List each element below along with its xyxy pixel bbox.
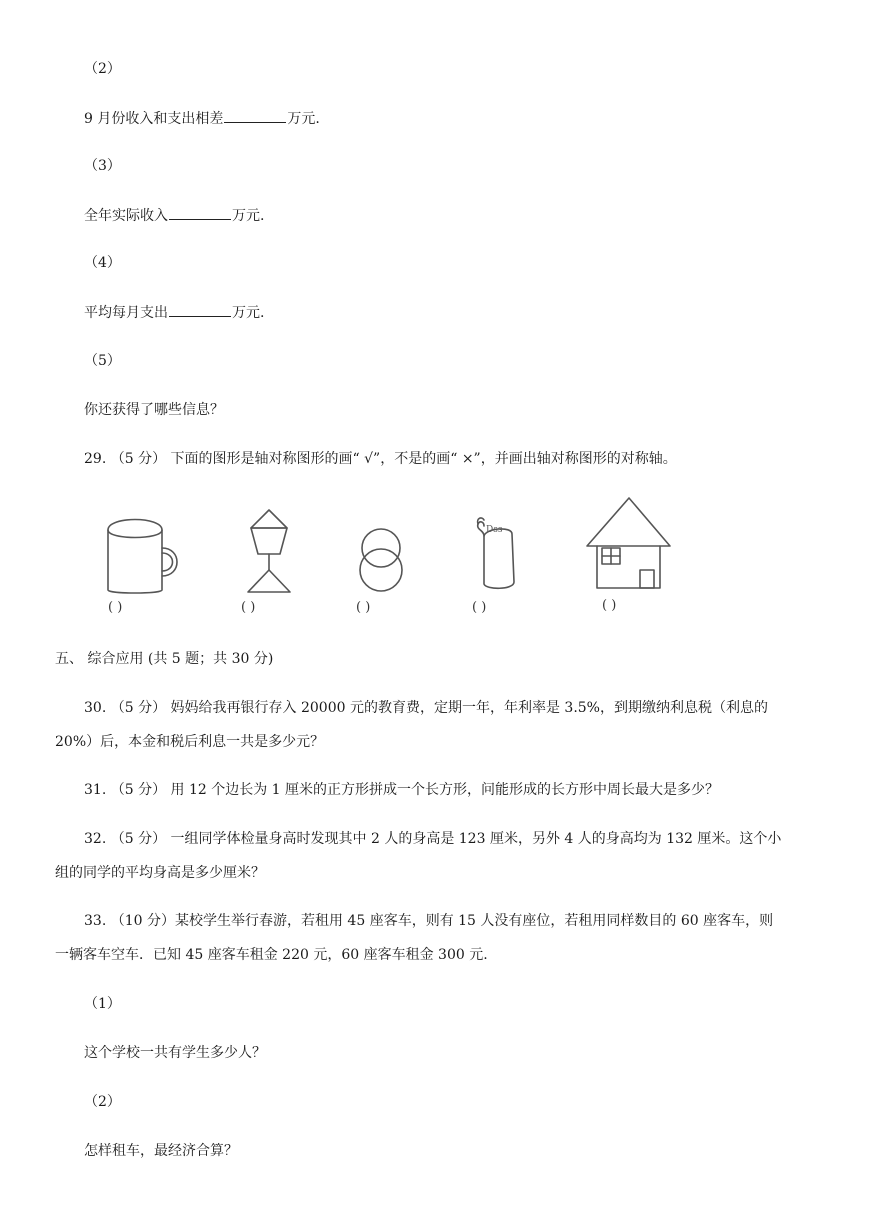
sub-question-number: （1） bbox=[84, 996, 121, 1012]
question-unit: 万元. bbox=[287, 111, 320, 127]
question-unit: 万元. bbox=[232, 305, 265, 321]
question-30-line2: 20%）后，本金和税后利息一共是多少元？ bbox=[55, 734, 325, 750]
question-30-line1: 30. （5 分） 妈妈给我再银行存入 20000 元的教育费，定期一年，年利率是 3.5%，到期缴纳利息税（利息的 bbox=[84, 700, 768, 716]
answer-paren[interactable]: ( ) bbox=[472, 600, 487, 615]
kite-triangle-figure bbox=[248, 510, 290, 592]
house-figure bbox=[587, 498, 670, 588]
symmetry-figures bbox=[0, 490, 869, 630]
answer-paren[interactable]: ( ) bbox=[356, 600, 371, 615]
question-text: 这个学校一共有学生多少人？ bbox=[84, 1045, 266, 1061]
two-circles-figure bbox=[360, 529, 402, 591]
answer-blank[interactable] bbox=[169, 303, 231, 317]
sub-question-number: （5） bbox=[84, 353, 121, 369]
question-32-line1: 32. （5 分） 一组同学体检量身高时发现其中 2 人的身高是 123 厘米，另外 4 人的身高均为 132 厘米。这个小 bbox=[84, 831, 782, 847]
fill-in-question bbox=[84, 303, 264, 322]
bag-figure bbox=[478, 518, 514, 588]
question-text: 平均每月支出 bbox=[84, 305, 168, 321]
section-title: 五、 综合应用 (共 5 题；共 30 分) bbox=[55, 651, 274, 667]
question-32-line2: 组的同学的平均身高是多少厘米？ bbox=[55, 865, 265, 881]
question-text: 怎样租车，最经济合算？ bbox=[84, 1143, 238, 1159]
question-33-line2: 一辆客车空车．已知 45 座客车租金 220 元，60 座客车租金 300 元. bbox=[55, 947, 488, 963]
question-text: 9 月份收入和支出相差 bbox=[84, 111, 224, 127]
answer-paren[interactable]: ( ) bbox=[602, 598, 617, 613]
question-29-text: 29. （5 分） 下面的图形是轴对称图形的画“ √”，不是的画“ ×”，并画出轴对称图形的对称轴。 bbox=[84, 451, 677, 467]
question-text: 全年实际收入 bbox=[84, 208, 168, 224]
cup-figure bbox=[108, 520, 177, 594]
answer-paren[interactable]: ( ) bbox=[241, 600, 256, 615]
answer-paren[interactable]: ( ) bbox=[108, 600, 123, 615]
question-31-text: 31. （5 分） 用 12 个边长为 1 厘米的正方形拼成一个长方形，问能形成的长方形中周长最大是多少？ bbox=[84, 782, 720, 798]
question-text: 你还获得了哪些信息？ bbox=[84, 402, 224, 418]
sub-question-number: （3） bbox=[84, 158, 121, 174]
question-unit: 万元. bbox=[232, 208, 265, 224]
fill-in-question bbox=[84, 109, 320, 128]
bag-label: Dss bbox=[486, 525, 503, 535]
answer-blank[interactable] bbox=[224, 109, 286, 123]
fill-in-question bbox=[84, 206, 264, 225]
sub-question-number: （2） bbox=[84, 61, 121, 77]
answer-blank[interactable] bbox=[169, 206, 231, 220]
sub-question-number: （2） bbox=[84, 1094, 121, 1110]
question-33-line1: 33. （10 分）某校学生举行春游，若租用 45 座客车，则有 15 人没有座位，若租用同样数目的 60 座客车，则 bbox=[84, 913, 774, 929]
sub-question-number: （4） bbox=[84, 255, 121, 271]
